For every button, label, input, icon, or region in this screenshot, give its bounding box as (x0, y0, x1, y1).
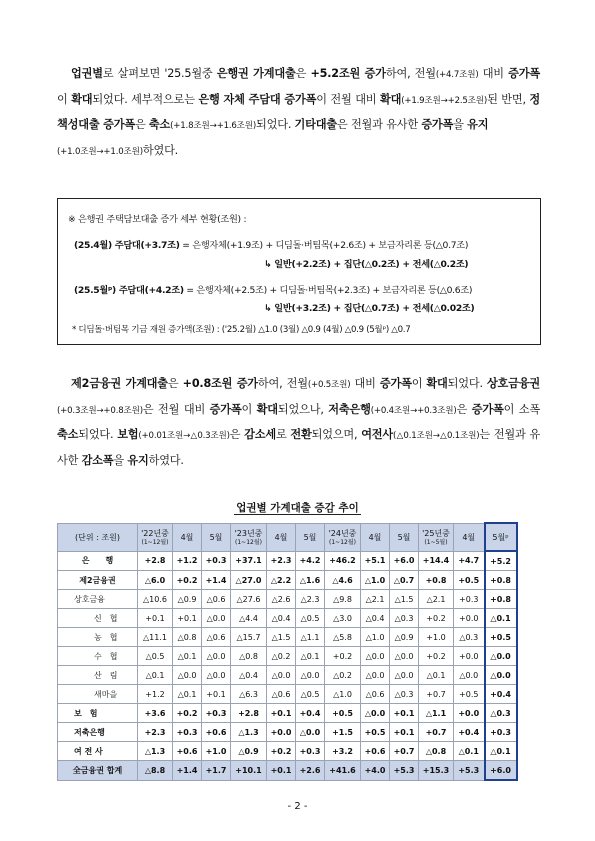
table-cell: +0.0 (454, 704, 485, 723)
table-cell: +0.8 (419, 571, 454, 590)
table-cell: +5.1 (361, 551, 390, 571)
box-row-april-detail: ↳ 일반(+2.2조) + 집단(△0.2조) + 전세(△0.2조) (264, 259, 469, 270)
table-cell: △0.0 (296, 723, 325, 742)
table-cell: △6.0 (138, 571, 173, 590)
row-label: 여 전 사 (58, 742, 138, 761)
table-cell: △0.6 (202, 590, 231, 609)
table-row (58, 590, 517, 609)
table-cell: +0.1 (138, 609, 173, 628)
table-cell: △0.4 (267, 609, 296, 628)
header-label: '24년중 (328, 529, 357, 538)
table-row (58, 666, 517, 685)
table-cell: △0.4 (231, 666, 267, 685)
table-cell: +0.7 (390, 742, 419, 761)
table-cell: +0.3 (485, 723, 517, 742)
table-cell: +6.0 (390, 551, 419, 571)
table-cell: +0.8 (485, 590, 517, 609)
table-cell: +0.5 (454, 571, 485, 590)
table-cell: △0.0 (267, 666, 296, 685)
table-cell: △0.1 (485, 609, 517, 628)
table-cell: +1.4 (202, 571, 231, 590)
table-cell: △0.0 (202, 647, 231, 666)
table-cell: +0.4 (296, 704, 325, 723)
header-label: 5월 (303, 532, 317, 542)
table-cell: +0.5 (454, 685, 485, 704)
row-label: 농 협 (58, 628, 138, 647)
row-label: 산 림 (58, 666, 138, 685)
table-row (58, 571, 517, 590)
table-cell: △0.6 (267, 685, 296, 704)
table-header-cell (173, 523, 202, 551)
table-cell: △15.7 (231, 628, 267, 647)
table-cell: +0.0 (454, 647, 485, 666)
table-cell: △2.1 (361, 590, 390, 609)
table-cell: +0.2 (173, 704, 202, 723)
table-cell: △0.8 (419, 742, 454, 761)
table-cell: +0.4 (454, 723, 485, 742)
table-cell: △6.3 (231, 685, 267, 704)
table-cell: +3.6 (138, 704, 173, 723)
table-cell: △1.3 (138, 742, 173, 761)
table-cell: △1.1 (419, 704, 454, 723)
table-cell: △8.8 (138, 761, 173, 781)
table-cell: △0.0 (454, 666, 485, 685)
table-cell: +0.5 (361, 723, 390, 742)
table-header-cell (390, 523, 419, 551)
table-row (58, 685, 517, 704)
header-label: '22년중 (141, 529, 169, 538)
table-cell: △0.1 (454, 742, 485, 761)
table-cell: +2.3 (138, 723, 173, 742)
header-label: 5월 (209, 532, 223, 542)
table-cell: +1.5 (325, 723, 361, 742)
table-header-cell (361, 523, 390, 551)
table-cell: +0.3 (454, 590, 485, 609)
table-header-cell (485, 523, 517, 551)
row-label: 새마을 (58, 685, 138, 704)
table-cell: +0.1 (202, 685, 231, 704)
table-cell: △2.1 (419, 590, 454, 609)
table-row (58, 742, 517, 761)
table-row (58, 609, 517, 628)
table-cell: +0.5 (485, 628, 517, 647)
table-header-cell (267, 523, 296, 551)
table-header-cell (58, 523, 138, 551)
table-cell: +5.2 (485, 551, 517, 571)
table-cell: +41.6 (325, 761, 361, 781)
box-row-april: (25.4월) 주담대(+3.7조) = 은행자체(+1.9조) + 디딤돌·버팀목(+2.6조) + 보금자리론 등(△0.7조) (74, 240, 469, 251)
box-footnote: * 디딤돌·버팀목 기금 재원 증가액(조원) : ('25.2월) △1.0 (3월) △0.9 (4월) △0.9 (5월ᵖ) △0.7 (72, 325, 411, 335)
table-title: 업권별 가계대출 증감 추이 (236, 502, 359, 514)
header-label: 4월 (180, 532, 194, 542)
table-cell: +0.1 (267, 704, 296, 723)
table-cell: +4.2 (296, 551, 325, 571)
table-cell: +0.3 (202, 551, 231, 571)
table-cell: +0.0 (267, 723, 296, 742)
table-cell: +2.8 (138, 551, 173, 571)
table-cell: +37.1 (231, 551, 267, 571)
table-cell: +0.6 (173, 742, 202, 761)
table-cell: +0.2 (419, 609, 454, 628)
table-cell: +0.7 (419, 723, 454, 742)
table-cell: △3.0 (325, 609, 361, 628)
table-cell: +4.7 (454, 551, 485, 571)
table-cell: △0.4 (361, 609, 390, 628)
table-cell: △1.5 (390, 590, 419, 609)
table-cell: +0.1 (390, 723, 419, 742)
table-cell: +2.6 (296, 761, 325, 781)
table-cell: △0.1 (138, 666, 173, 685)
table-cell: +0.2 (173, 571, 202, 590)
table-cell: △0.0 (202, 609, 231, 628)
header-label: 4월 (274, 532, 288, 542)
table-header-cell (231, 523, 267, 551)
box-row-may-detail: ↳ 일반(+3.2조) + 집단(△0.7조) + 전세(△0.02조) (264, 303, 475, 314)
table-cell: △0.0 (390, 666, 419, 685)
table-cell: +15.3 (419, 761, 454, 781)
table-cell: +0.5 (325, 704, 361, 723)
page-number: - 2 - (287, 801, 308, 812)
row-label: 수 협 (58, 647, 138, 666)
box-title: ※ 은행권 주택담보대출 증가 세부 현황(조원) : (68, 214, 247, 225)
table-cell: △0.9 (231, 742, 267, 761)
table-header-cell (202, 523, 231, 551)
table-cell: △0.6 (202, 628, 231, 647)
row-label: 신 협 (58, 609, 138, 628)
table-cell: +0.2 (267, 742, 296, 761)
table-cell: △0.2 (325, 666, 361, 685)
table-cell: +0.2 (325, 647, 361, 666)
table-cell: △0.1 (419, 666, 454, 685)
table-cell: +46.2 (325, 551, 361, 571)
header-label: '23년중 (234, 529, 263, 538)
table-cell: △0.8 (173, 628, 202, 647)
table-cell: +1.7 (202, 761, 231, 781)
table-cell: +4.0 (361, 761, 390, 781)
header-label: 5월ᵖ (492, 532, 509, 542)
row-label: 보 험 (58, 704, 138, 723)
header-sublabel: (1~5월) (424, 539, 448, 546)
header-sublabel: (1~12월) (141, 539, 169, 546)
table-header-cell (138, 523, 173, 551)
table-cell: +0.7 (419, 685, 454, 704)
text-bold: 업권별 (71, 67, 103, 80)
mortgage-detail-box (57, 198, 541, 345)
table-cell: △1.0 (361, 571, 390, 590)
table-cell: △0.0 (390, 647, 419, 666)
row-label: 저축은행 (58, 723, 138, 742)
table-cell: △0.0 (361, 666, 390, 685)
header-label: 5월 (397, 532, 411, 542)
table-cell: △0.0 (202, 666, 231, 685)
table-cell: △0.3 (454, 628, 485, 647)
table-cell: △27.0 (231, 571, 267, 590)
table-row (58, 647, 517, 666)
table-cell: △0.0 (361, 647, 390, 666)
table-cell: +5.3 (390, 761, 419, 781)
row-label: 제2금융권 (58, 571, 138, 590)
table-cell: △27.6 (231, 590, 267, 609)
row-label: 상호금융 (58, 590, 138, 609)
table-cell: +0.6 (202, 723, 231, 742)
table-cell: △0.9 (390, 628, 419, 647)
table-row (58, 761, 517, 781)
table-cell: △0.0 (485, 666, 517, 685)
box-row-may: (25.5월ᵖ) 주담대(+4.2조) = 은행자체(+2.5조) + 디딤돌·버팀목(+2.3조) + 보금자리론 등(△0.6조) (74, 285, 473, 296)
table-cell: △0.9 (173, 590, 202, 609)
table-cell: +0.2 (419, 647, 454, 666)
table-cell: +1.2 (138, 685, 173, 704)
header-label: 4월 (462, 532, 476, 542)
table-cell: △0.0 (296, 666, 325, 685)
table-cell: △0.0 (485, 647, 517, 666)
table-cell: +2.8 (231, 704, 267, 723)
loan-trend-table (57, 522, 518, 781)
table-cell: △5.8 (325, 628, 361, 647)
table-cell: △0.5 (138, 647, 173, 666)
table-cell: △1.6 (296, 571, 325, 590)
table-cell: △2.2 (267, 571, 296, 590)
header-sublabel: (1~12월) (235, 539, 262, 546)
table-cell: △1.1 (296, 628, 325, 647)
table-cell: △9.8 (325, 590, 361, 609)
table-header-row (58, 523, 517, 551)
table-cell: △0.0 (173, 666, 202, 685)
table-cell: △0.2 (267, 647, 296, 666)
table-cell: +0.4 (485, 685, 517, 704)
table-cell: +0.1 (173, 609, 202, 628)
table-cell: +2.3 (267, 551, 296, 571)
table-cell: +0.6 (361, 742, 390, 761)
table-header-cell (296, 523, 325, 551)
table-cell: +6.0 (485, 761, 517, 781)
table-cell: △10.6 (138, 590, 173, 609)
row-label: 은 행 (58, 551, 138, 571)
table-cell: +1.4 (173, 761, 202, 781)
table-cell: +5.3 (454, 761, 485, 781)
table-cell: △0.3 (390, 609, 419, 628)
table-cell: △1.0 (325, 685, 361, 704)
row-label: 全금융권 합계 (58, 761, 138, 781)
table-cell: △0.7 (390, 571, 419, 590)
table-cell: △0.5 (296, 685, 325, 704)
table-cell: △1.3 (231, 723, 267, 742)
table-header-cell (419, 523, 454, 551)
table-cell: +0.3 (296, 742, 325, 761)
header-sublabel: (1~12월) (329, 539, 356, 546)
table-cell: △0.1 (296, 647, 325, 666)
table-cell: △0.1 (173, 647, 202, 666)
table-cell: +1.0 (202, 742, 231, 761)
table-header-cell (325, 523, 361, 551)
table-cell: △1.0 (361, 628, 390, 647)
table-cell: +0.1 (267, 761, 296, 781)
table-cell: +1.0 (419, 628, 454, 647)
table-cell: △0.3 (390, 685, 419, 704)
table-cell: △0.1 (173, 685, 202, 704)
table-cell: +0.8 (485, 571, 517, 590)
header-label: 4월 (368, 532, 382, 542)
table-cell: +0.3 (202, 704, 231, 723)
header-label: '25년중 (422, 529, 450, 538)
table-cell: △1.5 (267, 628, 296, 647)
table-cell: △0.3 (485, 704, 517, 723)
table-cell: △4.4 (231, 609, 267, 628)
table-cell: +3.2 (325, 742, 361, 761)
table-cell: +0.3 (173, 723, 202, 742)
table-row (58, 551, 517, 571)
table-cell: +14.4 (419, 551, 454, 571)
table-cell: △0.0 (361, 704, 390, 723)
table-cell: △0.6 (361, 685, 390, 704)
table-cell: △2.6 (267, 590, 296, 609)
table-row (58, 628, 517, 647)
table-cell: △11.1 (138, 628, 173, 647)
table-cell: △0.5 (296, 609, 325, 628)
table-header-cell (454, 523, 485, 551)
table-row (58, 704, 517, 723)
table-cell: △0.8 (231, 647, 267, 666)
paragraph-bank-loans: 업권별로 살펴보면 '25.5월중 은행권 가계대출은 +5.2조원 증가하여, 전월(+4.7조원) 대비 증가폭이 확대되었다. 세부적으로는 은행 자체 주담대 증가폭이 전월 대비 확대(+1.9조원→+2.5조원)된 반면, 정책성대출 증가폭은 축소(+1.8조원→+1.6조원)되었다. 기타대출은 전월과 유사한 증가폭을 유지 (+1.0조원→+1.0조원)하였다. (57, 67, 540, 157)
header-label: (단위 : 조원) (75, 532, 120, 542)
table-cell: +10.1 (231, 761, 267, 781)
table-cell: +1.2 (173, 551, 202, 571)
table-cell: +0.1 (390, 704, 419, 723)
table-cell: +0.0 (454, 609, 485, 628)
table-cell: △0.1 (485, 742, 517, 761)
paragraph-secondary-financial: 제2금융권 가계대출은 +0.8조원 증가하여, 전월(+0.5조원) 대비 증가폭이 확대되었다. 상호금융권(+0.3조원→+0.8조원)은 전월 대비 증가폭이 확대되었으나, 저축은행(+0.4조원→+0.3조원)은 증가폭이 소폭 축소되었다. 보험(+0.01조원→△0.3조원)은 감소세로 전환되었으며, 여전사(△0.1조원→△0.1조원)는 전월과 유사한 감소폭을 유지하였다. (57, 377, 540, 467)
table-cell: △2.3 (296, 590, 325, 609)
table-cell: △4.6 (325, 571, 361, 590)
table-row (58, 723, 517, 742)
